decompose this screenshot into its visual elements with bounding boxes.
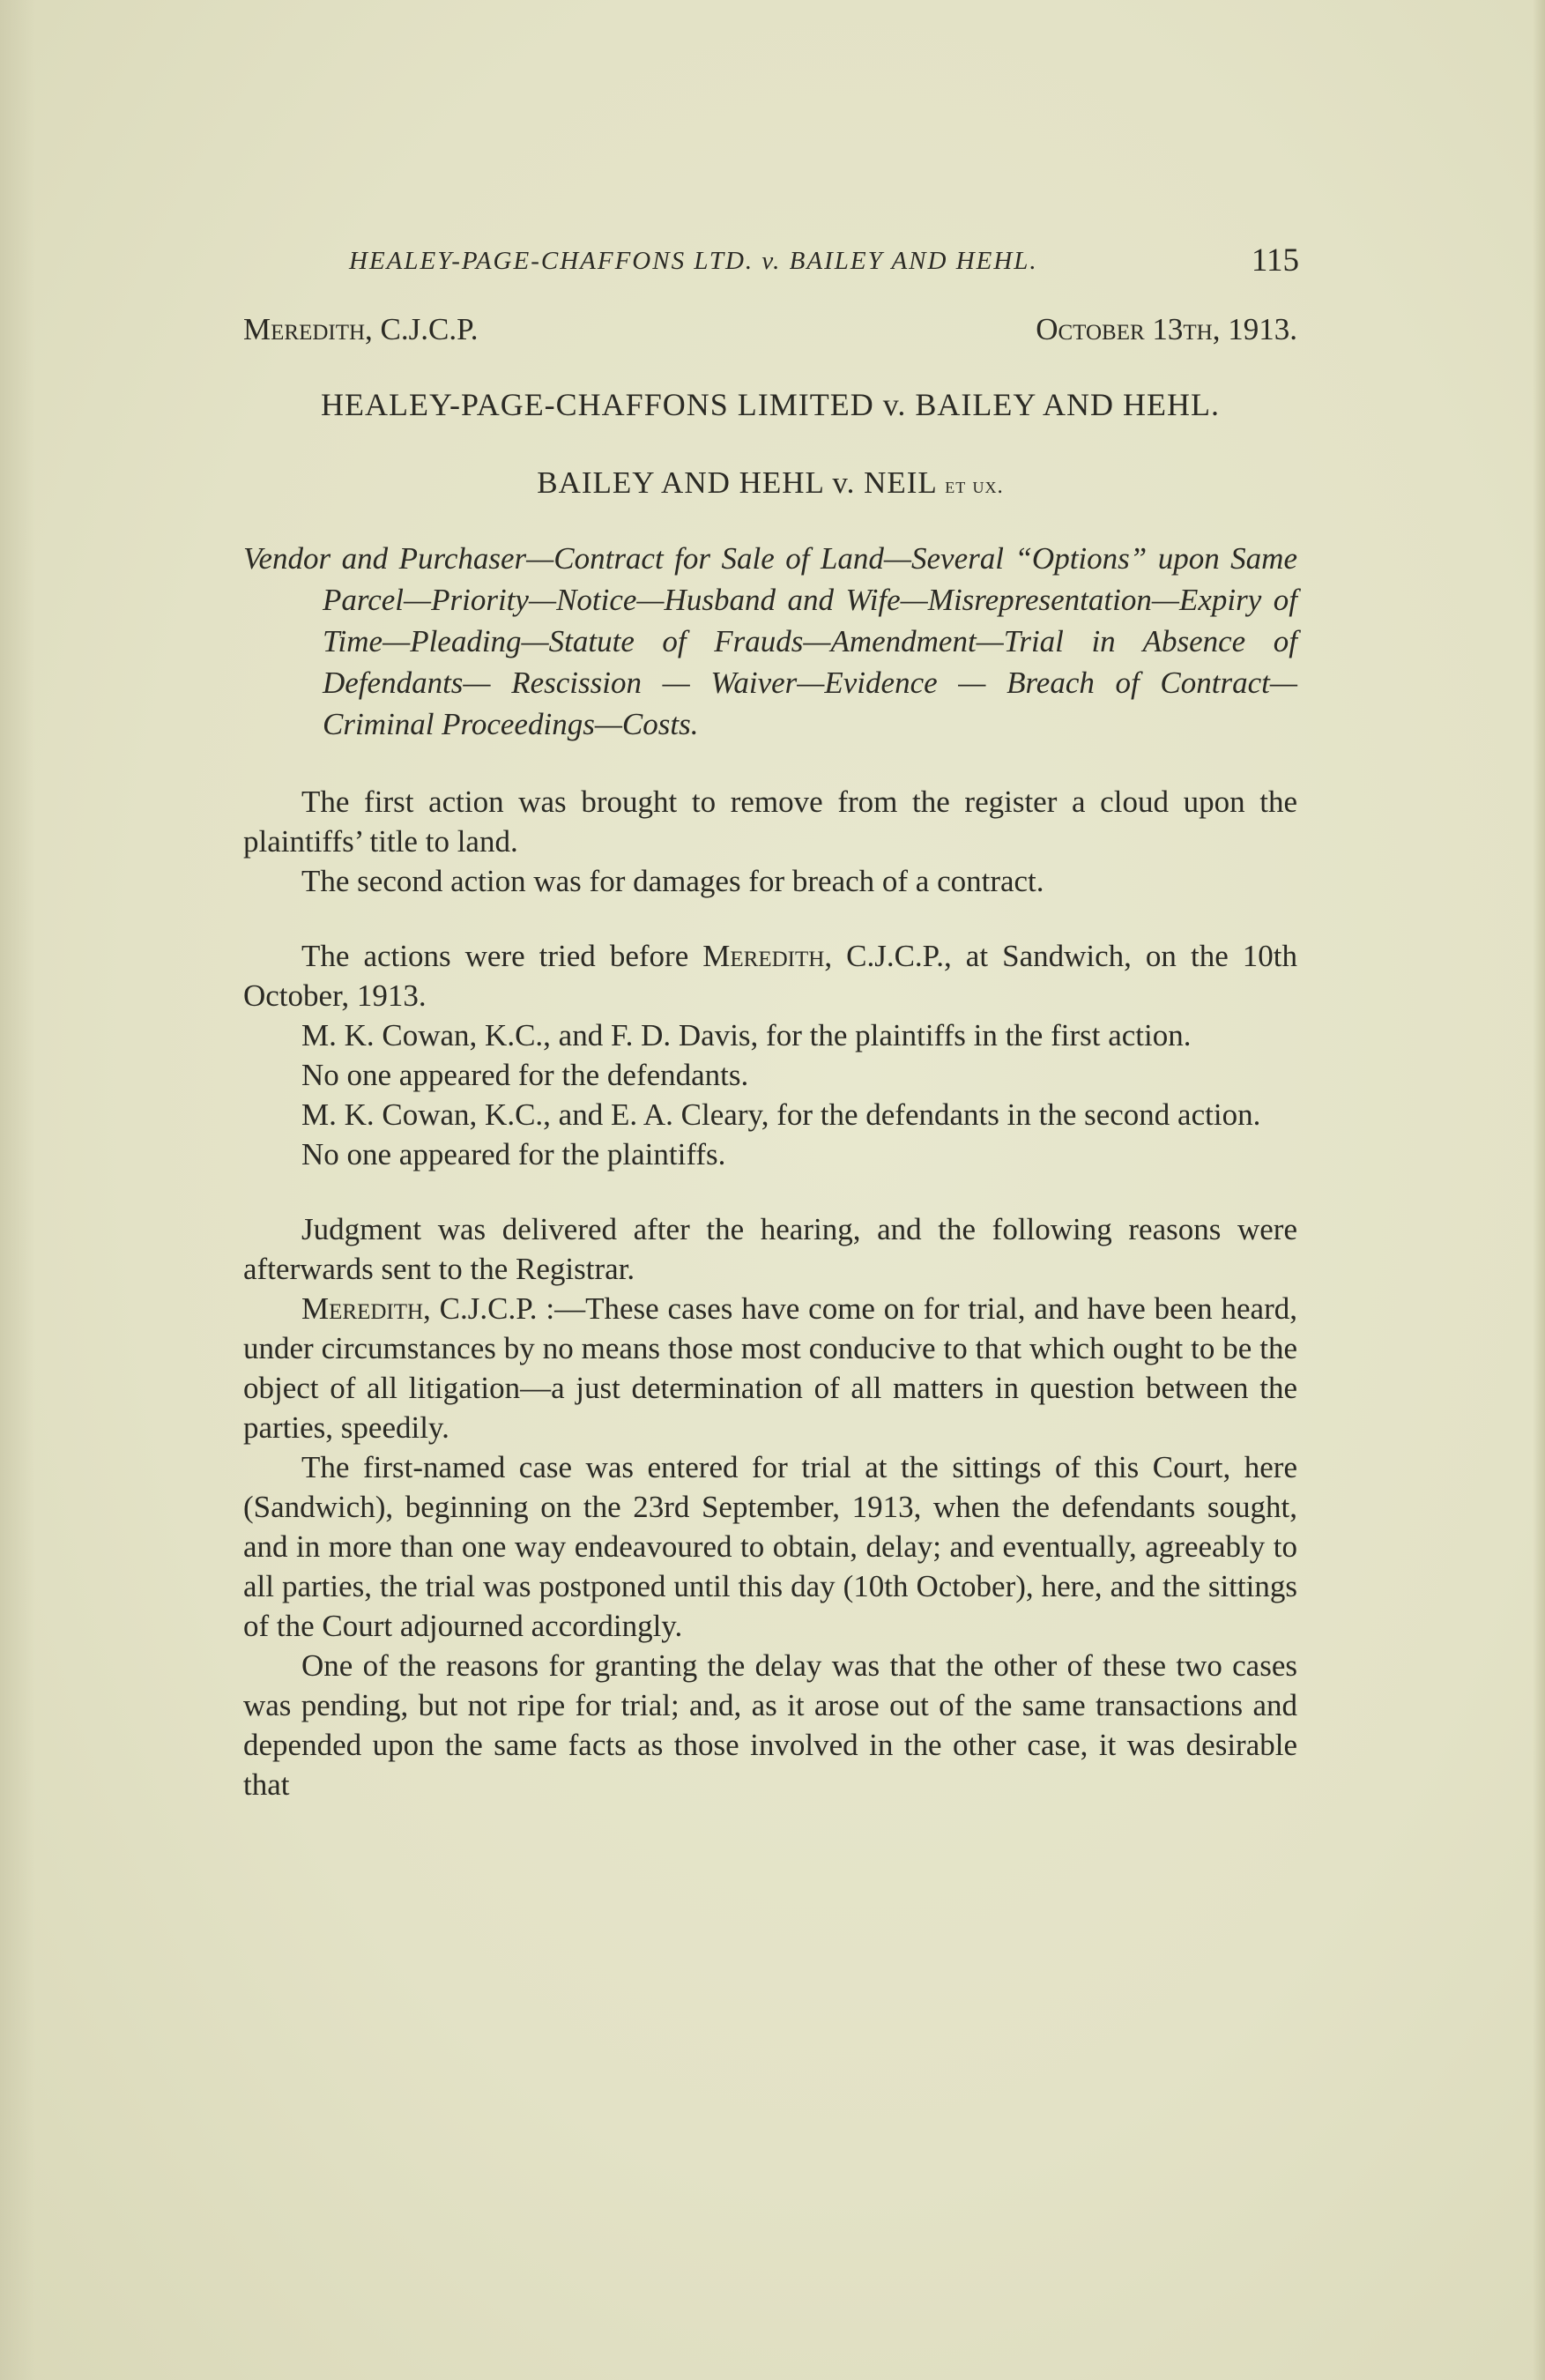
page-header [243,238,1297,282]
page-text-block [243,238,1297,1804]
subtitle-respondent: NEIL [864,465,937,500]
decision-date: October 13th, 1913. [1036,312,1297,346]
reasons-judge: Meredith [301,1291,424,1326]
running-head: HEALEY-PAGE-CHAFFONS LTD. v. BAILEY AND HEHL. [349,247,1038,275]
subtitle-parties: BAILEY AND HEHL [537,465,824,500]
paragraph-reasons [243,1289,1297,1447]
page-gutter-shadow [0,0,35,2380]
headnote: Vendor and Purchaser—Contract for Sale of Land—Several “Options” upon Same Parcel—Priority—Notice—Husband and Wife—Misrepresentation—Expiry of Time—Pleading—Statute of Frauds—Amendment—Trial in Absence of Defendants— Rescission — Waiver—Evidence — Breach of Contract—Criminal Proceedings—Costs. [243,541,1297,741]
paragraph-no-plaintiffs: No one appeared for the plaintiffs. [301,1137,726,1171]
paragraph-delay-reasons: One of the reasons for granting the delay was that the other of these two cases was pending, but not ripe for trial; and, as it arose out of the same transactions and depended upon the same facts as those involved in the other case, it was desirable that [243,1648,1297,1802]
page-edge-shadow [1533,0,1545,2380]
judge-name: Meredith, C.J.C.P. [243,312,479,346]
paragraph-second-action: The second action was for damages for breach of a contract. [301,864,1044,898]
paragraph-first-named-case: The first-named case was entered for trial at the sittings of this Court, here (Sandwich), beginning on the 23rd September, 1913, when the defendants sought, and in more than one way endeavoured to obtain, delay; and eventually, agreeably to all parties, the trial was postponed until this day (10th October), here, and the sittings of the Court adjourned accordingly. [243,1450,1297,1643]
paragraph-counsel-second: M. K. Cowan, K.C., and E. A. Cleary, for the defendants in the second action. [301,1097,1261,1132]
case-subtitle [243,465,1297,501]
case-title: HEALEY-PAGE-CHAFFONS LIMITED v. BAILEY AND HEHL. [321,387,1220,422]
dateline [243,312,1297,347]
page-number: 115 [1251,242,1299,279]
paragraph-counsel-first: M. K. Cowan, K.C., and F. D. Davis, for the plaintiffs in the first action. [301,1018,1192,1052]
reasons-text: , C.J.C.P. :—These cases have come on for trial, and have been heard, under circumstances by no means those most conducive to that which ought to be the object of all litigation—a just determination of all matters in question between the parties, speedily. [243,1291,1297,1445]
trial-text-b: , C.J.C.P., at Sandwich, on the 10th October, 1913. [243,939,1297,1013]
trial-text-a: The actions were tried before [301,939,703,973]
subtitle-versus: v. [832,465,856,500]
paragraph-judgment: Judgment was delivered after the hearing, and the following reasons were afterwards sent to the Registrar. [243,1212,1297,1286]
paragraph-no-defendants: No one appeared for the defendants. [301,1058,749,1092]
paragraph-trial [243,936,1297,1015]
trial-judge: Meredith [702,939,825,973]
paragraph-first-action: The first action was brought to remove from the register a cloud upon the plaintiffs’ title to land. [243,785,1297,859]
subtitle-suffix: et ux. [945,474,1004,498]
